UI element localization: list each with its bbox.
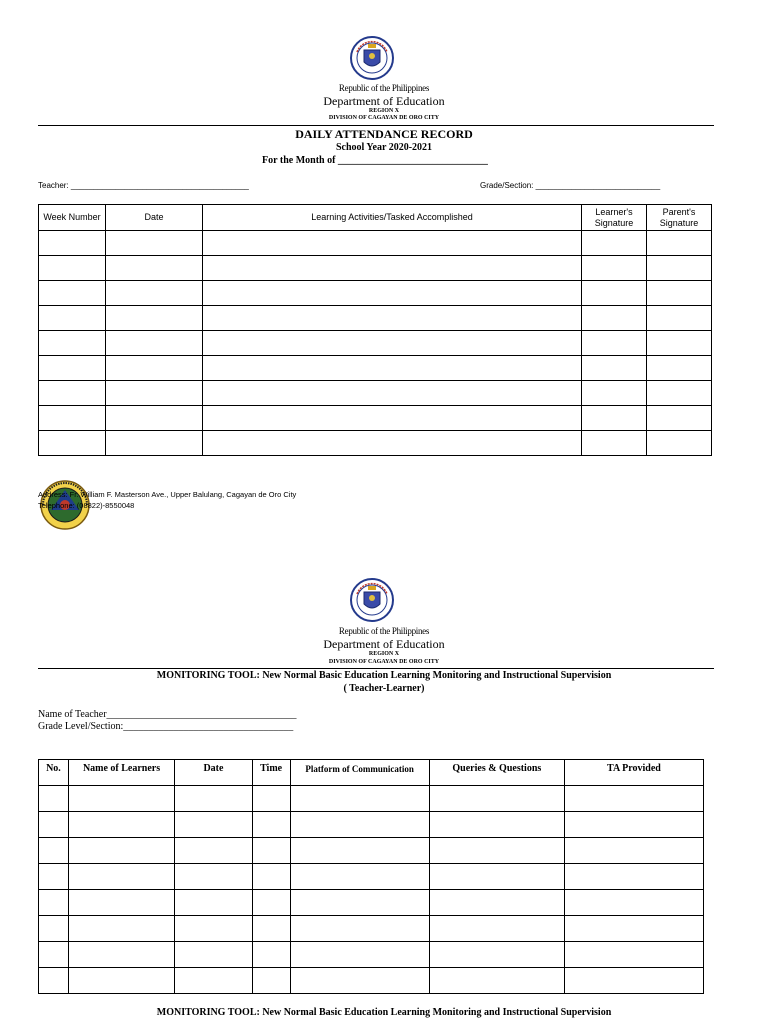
table-cell[interactable]	[39, 281, 106, 306]
table-cell[interactable]	[582, 356, 647, 381]
col-parent-signature: Parent's Signature	[647, 205, 712, 231]
table-row	[39, 968, 704, 994]
table-row	[39, 890, 704, 916]
table-cell[interactable]	[106, 381, 203, 406]
table-cell[interactable]	[39, 890, 69, 916]
table-cell[interactable]	[647, 281, 712, 306]
table-cell[interactable]	[106, 306, 203, 331]
table-cell[interactable]	[582, 256, 647, 281]
table-cell[interactable]	[39, 431, 106, 456]
republic-text: Republic of the Philippines	[338, 83, 430, 93]
table-cell[interactable]	[39, 256, 106, 281]
attendance-table	[38, 204, 712, 456]
table-cell[interactable]	[647, 381, 712, 406]
monitoring-title-bold: MONITORING TOOL:	[156, 670, 260, 681]
table-cell[interactable]	[39, 331, 106, 356]
table-cell[interactable]	[564, 838, 703, 864]
table-cell[interactable]	[203, 406, 582, 431]
table-cell[interactable]	[290, 942, 429, 968]
monitoring-title	[0, 670, 768, 681]
table-cell[interactable]	[564, 942, 703, 968]
table-cell[interactable]	[647, 306, 712, 331]
attendance-header-row	[39, 205, 712, 231]
table-row	[39, 838, 704, 864]
col-time: Time	[252, 760, 290, 786]
table-cell[interactable]	[68, 916, 174, 942]
table-row	[39, 916, 704, 942]
table-cell[interactable]	[39, 231, 106, 256]
table-cell[interactable]	[175, 968, 252, 994]
table-cell[interactable]	[68, 838, 174, 864]
table-cell[interactable]	[429, 916, 564, 942]
table-cell[interactable]	[582, 281, 647, 306]
table-row	[39, 942, 704, 968]
table-cell[interactable]	[429, 786, 564, 812]
table-cell[interactable]	[203, 256, 582, 281]
header-divider	[38, 125, 714, 126]
monitoring-title-rest: New Normal Basic Education Learning Monitoring and Instructional Supervision	[259, 670, 612, 681]
table-cell[interactable]	[39, 306, 106, 331]
table-cell[interactable]	[68, 786, 174, 812]
table-cell[interactable]	[582, 406, 647, 431]
table-cell[interactable]	[175, 812, 252, 838]
table-cell[interactable]	[68, 890, 174, 916]
table-cell[interactable]	[290, 916, 429, 942]
table-cell[interactable]	[564, 890, 703, 916]
table-cell[interactable]	[252, 916, 290, 942]
table-row	[39, 406, 712, 431]
attendance-title: DAILY ATTENDANCE RECORD	[295, 127, 473, 141]
deped-seal-icon	[350, 576, 394, 629]
table-row	[39, 431, 712, 456]
address-text: Address: Fr. William F. Masterson Ave., Upper Balulang, Cagayan de Oro City	[38, 490, 297, 499]
table-cell[interactable]	[647, 331, 712, 356]
table-cell[interactable]	[582, 381, 647, 406]
table-cell[interactable]	[175, 864, 252, 890]
table-cell[interactable]	[175, 838, 252, 864]
table-row	[39, 864, 704, 890]
region-text: REGION X	[368, 108, 400, 114]
col-queries: Queries & Questions	[429, 760, 564, 786]
bottom-title-bold: MONITORING TOOL:	[156, 1007, 260, 1018]
table-cell[interactable]	[106, 231, 203, 256]
table-cell[interactable]	[582, 231, 647, 256]
monitoring-table	[38, 759, 704, 994]
school-year: School Year 2020-2021	[335, 142, 433, 153]
table-cell[interactable]	[290, 968, 429, 994]
table-cell[interactable]	[175, 916, 252, 942]
table-cell[interactable]	[252, 942, 290, 968]
table-cell[interactable]	[647, 406, 712, 431]
table-cell[interactable]	[39, 356, 106, 381]
table-cell[interactable]	[647, 256, 712, 281]
table-cell[interactable]	[290, 786, 429, 812]
bottom-monitoring-title	[0, 1007, 768, 1018]
header-divider	[38, 668, 714, 669]
republic-text: Republic of the Philippines	[338, 626, 430, 636]
table-cell[interactable]	[39, 968, 69, 994]
table-row	[39, 812, 704, 838]
table-cell[interactable]	[429, 812, 564, 838]
table-cell[interactable]	[68, 942, 174, 968]
table-cell[interactable]	[429, 942, 564, 968]
table-cell[interactable]	[203, 431, 582, 456]
table-cell[interactable]	[39, 916, 69, 942]
table-row	[39, 281, 712, 306]
col-week-number: Week Number	[39, 205, 106, 231]
table-cell[interactable]	[203, 306, 582, 331]
col-date: Date	[175, 760, 252, 786]
table-cell[interactable]	[68, 812, 174, 838]
table-cell[interactable]	[106, 406, 203, 431]
table-cell[interactable]	[39, 406, 106, 431]
table-cell[interactable]	[106, 256, 203, 281]
grade-section-field: Grade/Section: ____________________________	[480, 181, 661, 190]
col-learner-signature: Learner's Signature	[582, 205, 647, 231]
teacher-field: Teacher: ________________________________________	[38, 181, 249, 190]
table-row	[39, 381, 712, 406]
table-cell[interactable]	[39, 838, 69, 864]
table-cell[interactable]	[68, 864, 174, 890]
table-cell[interactable]	[564, 916, 703, 942]
table-cell[interactable]	[252, 864, 290, 890]
table-cell[interactable]	[564, 864, 703, 890]
table-cell[interactable]	[290, 890, 429, 916]
col-no: No.	[39, 760, 69, 786]
division-text: DIVISION OF CAGAYAN DE ORO CITY	[328, 659, 440, 665]
table-cell[interactable]	[429, 890, 564, 916]
table-cell[interactable]	[175, 890, 252, 916]
table-cell[interactable]	[564, 812, 703, 838]
monitoring-subtitle: ( Teacher-Learner)	[343, 683, 425, 694]
table-row	[39, 356, 712, 381]
table-cell[interactable]	[564, 968, 703, 994]
table-cell[interactable]	[582, 331, 647, 356]
table-cell[interactable]	[252, 890, 290, 916]
table-cell[interactable]	[203, 331, 582, 356]
table-cell[interactable]	[39, 942, 69, 968]
table-cell[interactable]	[39, 786, 69, 812]
col-ta-provided: TA Provided	[564, 760, 703, 786]
table-cell[interactable]	[106, 431, 203, 456]
table-row	[39, 231, 712, 256]
table-cell[interactable]	[429, 864, 564, 890]
grade-level-field: Grade Level/Section:__________________________________	[38, 721, 294, 732]
table-cell[interactable]	[647, 431, 712, 456]
table-cell[interactable]	[429, 968, 564, 994]
table-cell[interactable]	[175, 786, 252, 812]
table-cell[interactable]	[582, 306, 647, 331]
table-cell[interactable]	[106, 331, 203, 356]
table-row	[39, 306, 712, 331]
table-row	[39, 331, 712, 356]
table-cell[interactable]	[647, 231, 712, 256]
deped-seal-icon	[350, 34, 394, 87]
table-cell[interactable]	[290, 864, 429, 890]
table-cell[interactable]	[203, 231, 582, 256]
table-cell[interactable]	[175, 942, 252, 968]
division-text: DIVISION OF CAGAYAN DE ORO CITY	[328, 115, 440, 121]
department-text: Department of Education	[323, 637, 445, 651]
table-cell[interactable]	[39, 864, 69, 890]
table-cell[interactable]	[252, 968, 290, 994]
table-cell[interactable]	[252, 838, 290, 864]
table-cell[interactable]	[68, 968, 174, 994]
col-platform: Platform of Communication	[290, 760, 429, 786]
table-cell[interactable]	[203, 356, 582, 381]
monitoring-header-row	[39, 760, 704, 786]
table-cell[interactable]	[106, 281, 203, 306]
table-cell[interactable]	[290, 838, 429, 864]
table-cell[interactable]	[106, 356, 203, 381]
table-cell[interactable]	[290, 812, 429, 838]
table-cell[interactable]	[252, 786, 290, 812]
table-cell[interactable]	[252, 812, 290, 838]
table-cell[interactable]	[203, 281, 582, 306]
region-text: REGION X	[368, 651, 400, 657]
bottom-title-rest: New Normal Basic Education Learning Monitoring and Instructional Supervision	[259, 1007, 612, 1018]
table-cell[interactable]	[429, 838, 564, 864]
table-cell[interactable]	[39, 381, 106, 406]
col-name-of-learners: Name of Learners	[68, 760, 174, 786]
department-text: Department of Education	[323, 94, 445, 108]
col-date: Date	[106, 205, 203, 231]
table-row	[39, 786, 704, 812]
table-row	[39, 256, 712, 281]
col-learning-activities: Learning Activities/Tasked Accomplished	[203, 205, 582, 231]
name-of-teacher-field: Name of Teacher______________________________________	[38, 709, 297, 720]
table-cell[interactable]	[203, 381, 582, 406]
table-cell[interactable]	[647, 356, 712, 381]
table-cell[interactable]	[582, 431, 647, 456]
telephone-text: Telephone: (08822)-8550048	[38, 501, 135, 510]
table-cell[interactable]	[564, 786, 703, 812]
month-field: For the Month of ______________________________	[262, 155, 488, 166]
table-cell[interactable]	[39, 812, 69, 838]
